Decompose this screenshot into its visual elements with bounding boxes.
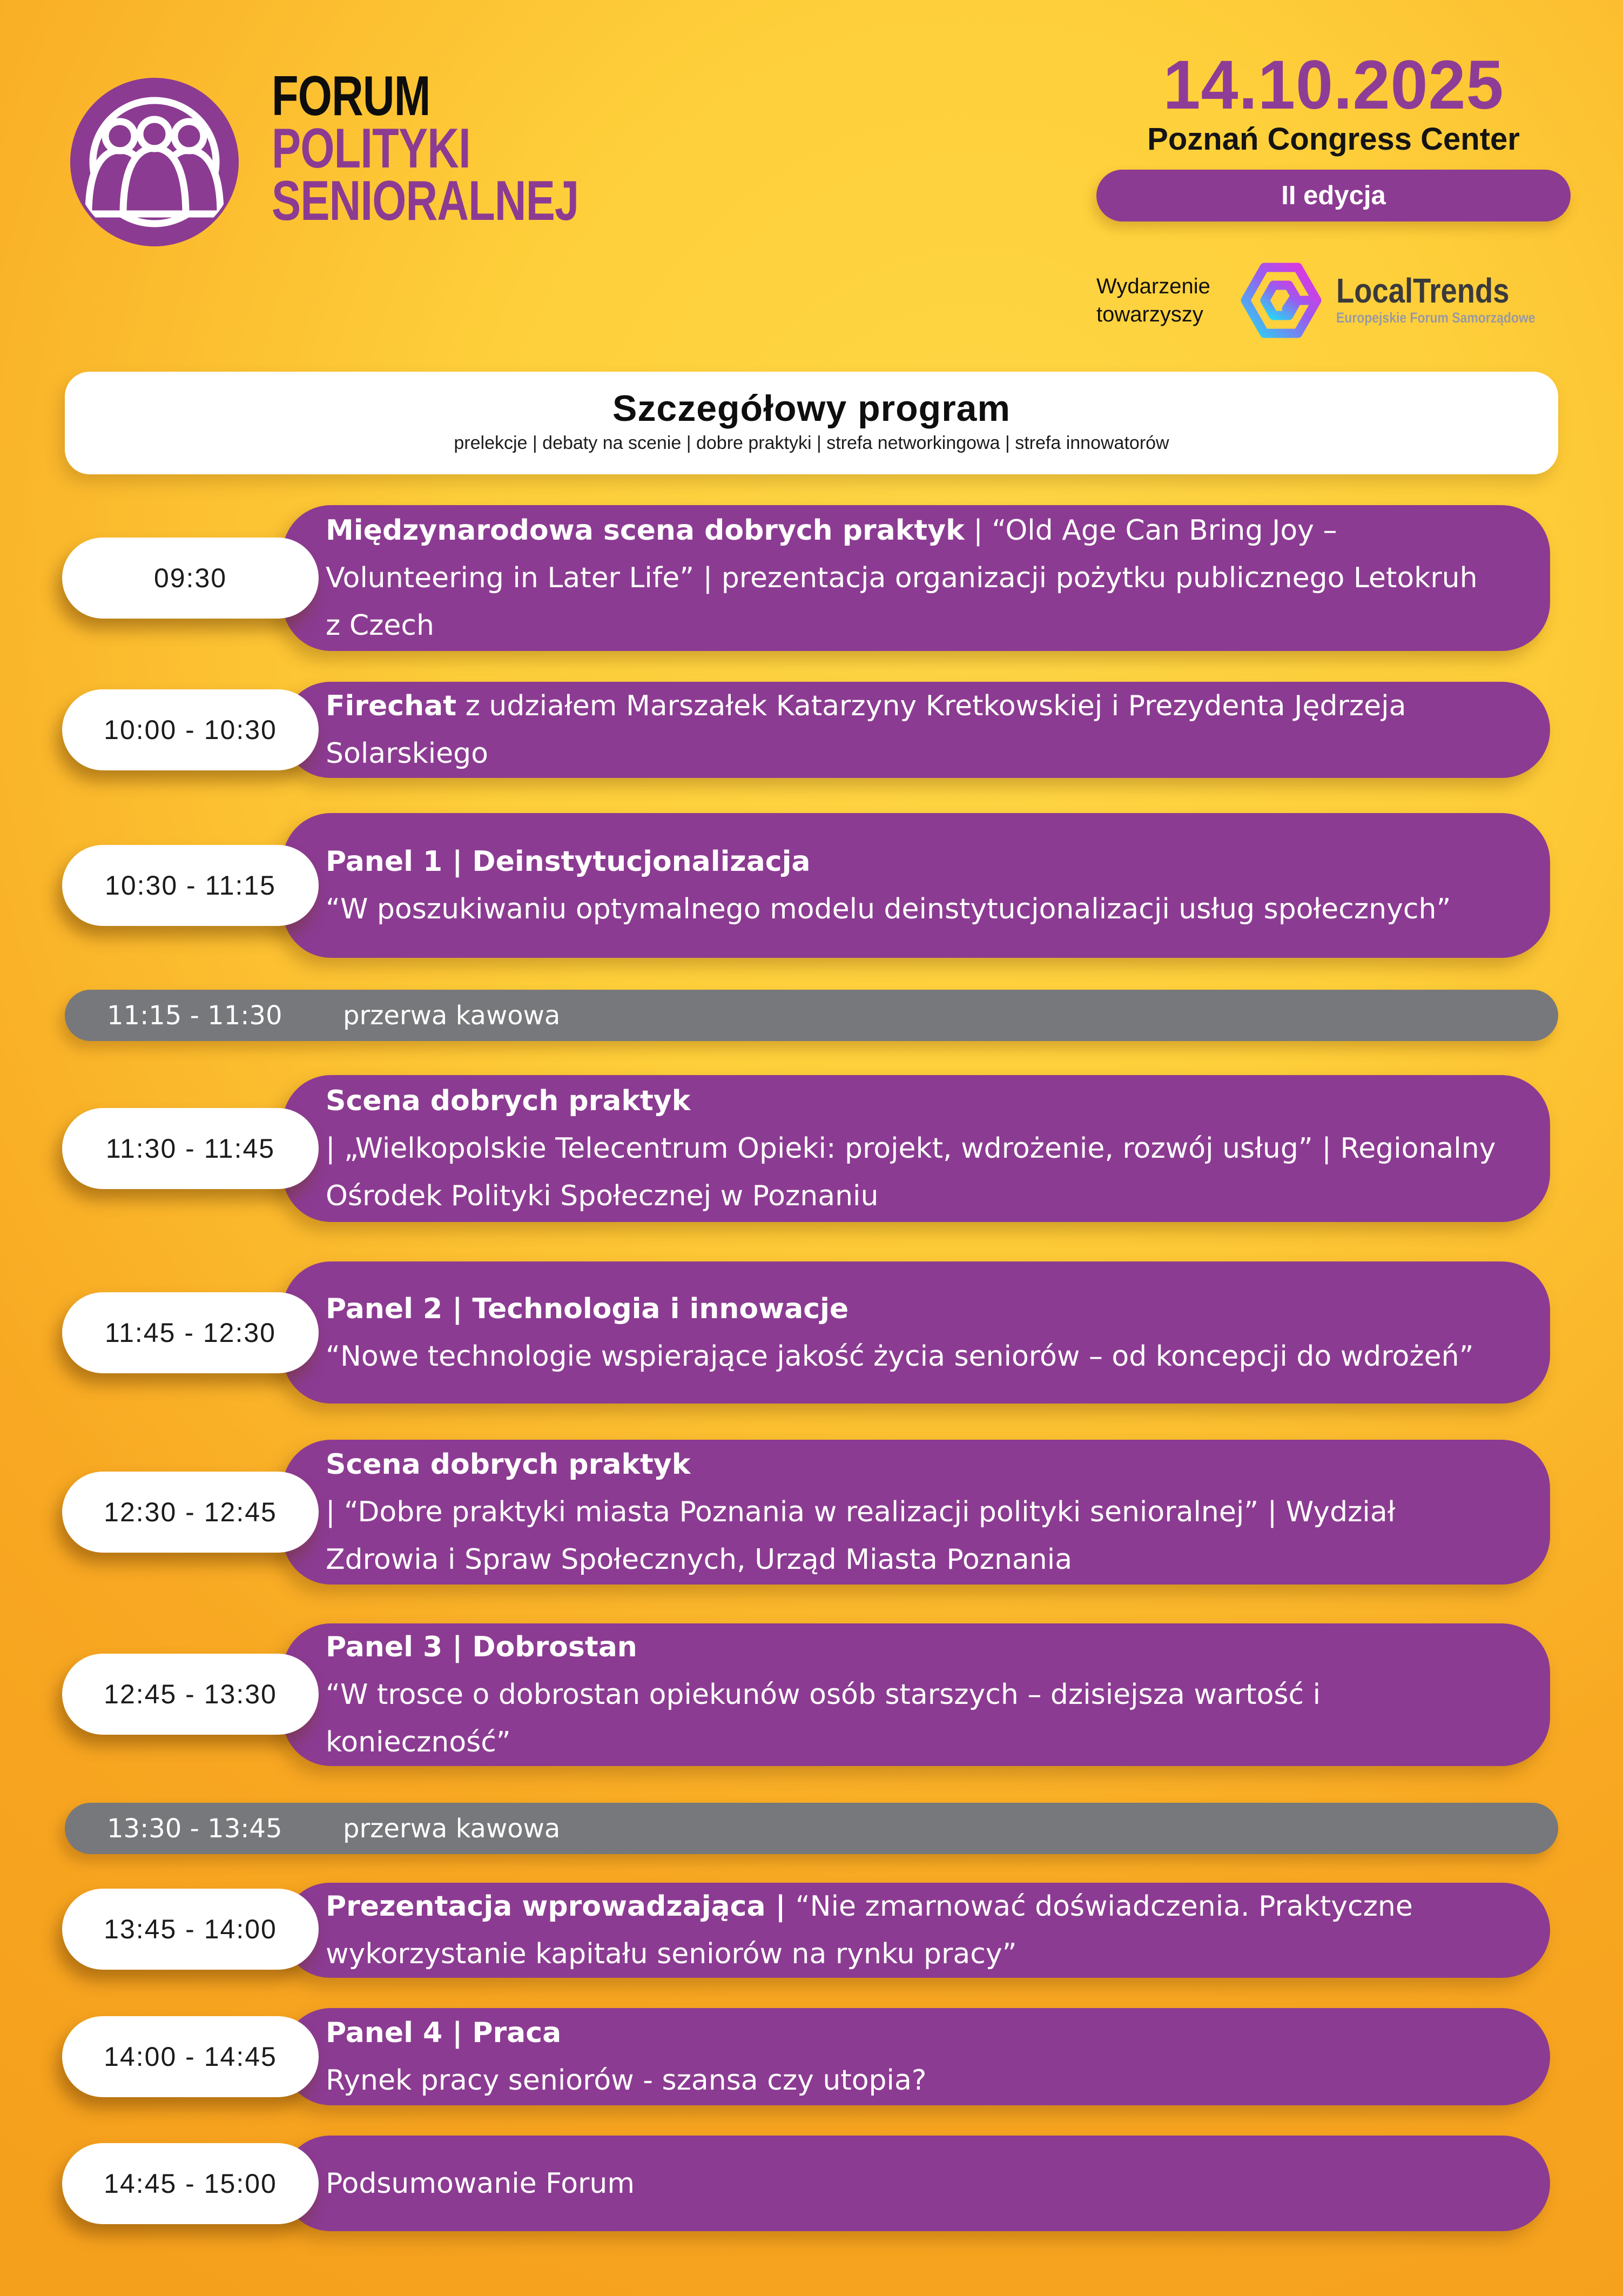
edition-badge: II edycja [1096, 170, 1571, 221]
session-text [326, 1441, 1499, 1583]
session-text [326, 1623, 1499, 1766]
session-text [326, 507, 1499, 649]
event-title-line3: SENIORALNEJ [272, 170, 579, 232]
time-badge: 09:30 [62, 538, 319, 619]
event-venue: Poznań Congress Center [1147, 122, 1520, 157]
time-badge: 10:30 - 11:15 [62, 845, 319, 926]
session-text [326, 2160, 1499, 2207]
session-text [326, 682, 1499, 777]
session-text [326, 1077, 1499, 1220]
people-circle-icon [70, 78, 239, 246]
event-title-line1: FORUM [272, 65, 430, 127]
break-time: 11:15 - 11:30 [107, 1000, 282, 1031]
event-date: 14.10.2025 [1163, 46, 1504, 124]
session-title: Panel 2 | Technologia i innowacje [326, 1292, 849, 1325]
session-row [282, 1075, 1550, 1222]
time-badge: 14:45 - 15:00 [62, 2143, 319, 2224]
event-title [272, 65, 665, 232]
session-title: Prezentacja wprowadzająca | [326, 1890, 796, 1923]
session-text [326, 838, 1499, 933]
session-title: Panel 3 | Dobrostan [326, 1631, 637, 1663]
program-subtitle: prelekcje | debaty na scenie | dobre praktyki | strefa networkingowa | strefa innowatorów [454, 433, 1169, 453]
companion-label: Wydarzenie towarzyszy [1096, 274, 1210, 326]
session-row [282, 505, 1550, 651]
session-description: | “Dobre praktyki miasta Poznania w realizacji polityki senioralnej” | Wydział Zdrowia i Spraw Społecznych, Urząd Miasta Poznania [326, 1496, 1396, 1576]
forum-logo [70, 78, 239, 246]
session-text [326, 1285, 1499, 1380]
break-label: przerwa kawowa [343, 1813, 561, 1844]
time-badge: 11:45 - 12:30 [62, 1292, 319, 1373]
session-text [326, 1883, 1499, 1978]
session-row [282, 2136, 1550, 2231]
partner-name: LocalTrends [1336, 271, 1510, 310]
break-row [65, 1803, 1558, 1854]
time-badge: 10:00 - 10:30 [62, 689, 319, 770]
session-description: Rynek pracy seniorów - szansa czy utopia? [326, 2064, 927, 2097]
session-description: | “Old Age Can Bring Joy – Volunteering in Later Life” | prezentacja organizacji pożytku publicznego Letokruh z Czech [326, 514, 1478, 642]
program-title: Szczegółowy program [612, 388, 1011, 429]
session-row [282, 682, 1550, 778]
session-description: “W poszukiwaniu optymalnego modelu deinstytucjonalizacji usług społecznych” [326, 893, 1451, 925]
session-row [282, 1623, 1550, 1766]
session-row [282, 1883, 1550, 1978]
time-badge: 12:30 - 12:45 [62, 1472, 319, 1553]
session-row [282, 1440, 1550, 1585]
session-title: Scena dobrych praktyk [326, 1448, 691, 1481]
session-description: “Nie zmarnować doświadczenia. Praktyczne wykorzystanie kapitału seniorów na rynku pracy” [326, 1890, 1413, 1970]
session-description: Podsumowanie Forum [326, 2167, 635, 2200]
session-title: Firechat [326, 690, 457, 722]
time-badge: 11:30 - 11:45 [62, 1108, 319, 1189]
session-title: Panel 1 | Deinstytucjonalizacja [326, 845, 811, 878]
time-badge: 13:45 - 14:00 [62, 1889, 319, 1970]
time-badge: 12:45 - 13:30 [62, 1654, 319, 1735]
event-title-line2: POLITYKI [272, 117, 470, 180]
session-title: Międzynarodowa scena dobrych praktyk [326, 514, 965, 547]
program-header [65, 372, 1558, 474]
break-time: 13:30 - 13:45 [107, 1813, 282, 1844]
session-row [282, 813, 1550, 958]
localtrends-hexagon-icon [1240, 255, 1322, 346]
session-description: “Nowe technologie wspierające jakość życia seniorów – od koncepcji do wdrożeń” [326, 1340, 1474, 1373]
session-description: | „Wielkopolskie Telecentrum Opieki: projekt, wdrożenie, rozwój usług” | Regionalny Ośrodek Polityki Społecznej w Poznaniu [326, 1132, 1496, 1212]
session-title: Panel 4 | Praca [326, 2017, 562, 2049]
partner-logo [1240, 255, 1571, 346]
session-description: z udziałem Marszałek Katarzyny Kretkowskiej i Prezydenta Jędrzeja Solarskiego [326, 690, 1406, 770]
session-text [326, 2009, 1499, 2104]
break-row [65, 990, 1558, 1041]
session-title: Scena dobrych praktyk [326, 1085, 691, 1117]
session-description: “W trosce o dobrostan opiekunów osób starszych – dzisiejsza wartość i konieczność” [326, 1679, 1321, 1758]
partner-subtitle: Europejskie Forum Samorządowe [1336, 310, 1536, 326]
event-meta [1096, 46, 1571, 346]
time-badge: 14:00 - 14:45 [62, 2016, 319, 2097]
break-label: przerwa kawowa [343, 1000, 561, 1031]
session-row [282, 2008, 1550, 2105]
session-row [282, 1261, 1550, 1404]
